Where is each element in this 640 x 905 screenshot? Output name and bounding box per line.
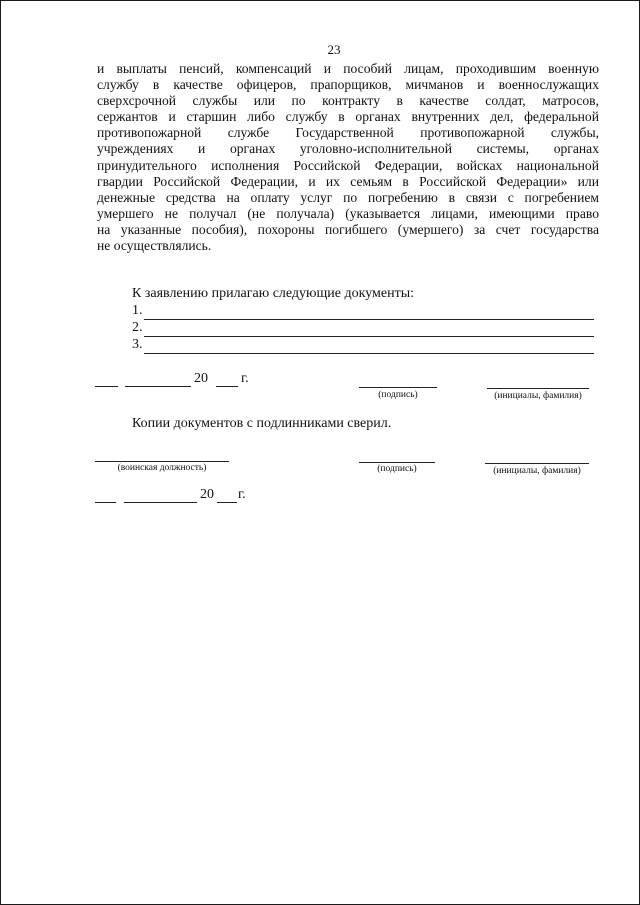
body-line: противопожарной службе Государственной противопожарной службы, [97, 125, 599, 141]
date-day-line-2[interactable] [95, 502, 116, 503]
body-line: службу в качестве офицеров, прапорщиков, мичманов и военнослужащих [97, 77, 599, 93]
position-line[interactable] [95, 461, 229, 462]
date-year-prefix-2: 20 [200, 487, 214, 502]
body-line: принудительного исполнения Российской Федерации, войсках национальной [97, 157, 599, 173]
body-line: гвардии Российской Федерации, и их семьям в Российской Федерации» или [97, 173, 599, 189]
body-line: сержантов и старшин либо службу в органах внутренних дел, федеральной [97, 109, 599, 125]
name-caption-2: (инициалы, фамилия) [493, 466, 581, 476]
signature-caption-2: (подпись) [377, 464, 417, 474]
body-line: умершего не получал (не получала) (указывается лицами, имеющими право [97, 205, 599, 221]
signature-line[interactable] [359, 387, 437, 388]
body-line: сверхсрочной службы или по контракту в качестве солдат, матросов, [97, 93, 599, 109]
attachment-3-line[interactable] [144, 353, 594, 354]
signature-caption: (подпись) [378, 390, 418, 400]
date-year-line-2[interactable] [217, 502, 237, 503]
attachments-heading: К заявлению прилагаю следующие документы: [132, 286, 415, 301]
date-month-line-2[interactable] [124, 502, 197, 503]
name-line[interactable] [487, 388, 589, 389]
body-line: не осуществлялись. [97, 238, 212, 254]
attachment-item-label: 2. [132, 320, 143, 335]
position-caption: (воинская должность) [117, 463, 207, 473]
attachment-item-label: 1. [132, 303, 143, 318]
attachment-1-line[interactable] [144, 319, 594, 320]
body-line: денежные средства на оплату услуг по погребению в связи с погребением [97, 189, 599, 205]
body-line: учреждениях и органах уголовно-исполнительной системы, органах [97, 141, 599, 157]
date-year-suffix: г. [241, 371, 249, 386]
attachment-item-label: 3. [132, 337, 143, 352]
date-year-prefix: 20 [194, 371, 208, 386]
copies-verified-note: Копии документов с подлинниками сверил. [132, 416, 392, 431]
body-line: на указанные пособия), похороны погибшего (умершего) за счет государства [97, 221, 599, 237]
date-year-suffix-2: г. [238, 487, 246, 502]
name-line-2[interactable] [485, 463, 589, 464]
date-year-line[interactable] [216, 386, 238, 387]
page-number: 23 [327, 42, 341, 57]
signature-line-2[interactable] [359, 462, 435, 463]
date-day-line[interactable] [95, 386, 118, 387]
name-caption: (инициалы, фамилия) [494, 391, 582, 401]
body-line: и выплаты пенсий, компенсаций и пособий лицам, проходившим военную [97, 61, 599, 76]
date-month-line[interactable] [125, 386, 191, 387]
body-paragraph [97, 61, 599, 254]
attachment-2-line[interactable] [144, 336, 594, 337]
